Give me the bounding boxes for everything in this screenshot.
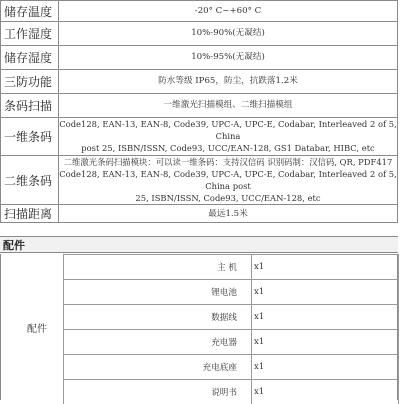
spec-value-line: post 25, ISBN/ISSN, Code93, UCC/EAN-128, GS1 Databar, HIBC, etc — [59, 142, 397, 154]
accessory-row — [64, 305, 399, 330]
spec-value: 最远1.5米 — [59, 205, 398, 223]
accessories-label: 配件 — [27, 320, 47, 335]
accessory-row — [64, 255, 399, 280]
spec-label: 条码扫描 — [1, 94, 59, 118]
accessory-qty: x1 — [252, 330, 399, 355]
accessory-qty: x1 — [252, 255, 399, 280]
accessory-name: 主 机 — [64, 255, 252, 280]
spec-row-storage-temp — [1, 1, 398, 22]
accessory-qty: x1 — [252, 280, 399, 305]
spec-value: 一维激光扫描模组、二维扫描模组 — [59, 94, 398, 118]
spec-row-scan-distance — [1, 205, 398, 223]
spec-label: 三防功能 — [1, 70, 59, 94]
accessory-qty: x1 — [252, 380, 399, 404]
spec-label: 储存湿度 — [1, 46, 59, 70]
spec-label: 工作湿度 — [1, 22, 59, 46]
accessory-name: 说明书 — [64, 380, 252, 404]
spec-value — [59, 118, 398, 156]
spec-row-2d-barcode — [1, 155, 398, 205]
spec-label: 二维条码 — [1, 155, 59, 205]
spec-value-line: 二维激光条码扫描模块：可以读一维条码：支持汉信码 识别码制：汉信码, QR, PDF417 — [59, 156, 397, 168]
accessory-qty: x1 — [252, 305, 399, 330]
spec-label: 一维条码 — [1, 118, 59, 156]
accessory-row — [64, 280, 399, 305]
spec-row-storage-humidity — [1, 46, 398, 70]
spec-label: 扫描距离 — [1, 205, 59, 223]
spec-label: 储存温度 — [1, 1, 59, 22]
spec-value: 10%-90%(无凝结) — [59, 22, 398, 46]
spec-value-line: Code128, EAN-13, EAN-8, Code39, UPC-A, UPC-E, Codabar, Interleaved 2 of 5, China — [59, 118, 397, 142]
spec-row-protection — [1, 70, 398, 94]
accessories-table — [63, 254, 399, 404]
accessory-name: 充电器 — [64, 330, 252, 355]
accessory-name: 充电底座 — [64, 355, 252, 380]
spec-value: -20° C~+60° C — [59, 1, 398, 22]
spec-row-barcode-scan — [1, 94, 398, 118]
accessory-qty: x1 — [252, 355, 399, 380]
accessory-row — [64, 330, 399, 355]
spec-row-work-humidity — [1, 22, 398, 46]
spec-value: 防水等级 IP65，防尘，抗跌落1.2米 — [59, 70, 398, 94]
accessory-name: 锂电池 — [64, 280, 252, 305]
spec-value — [59, 155, 398, 205]
spec-value-line: 25, ISBN/ISSN, Code93, UCC/EAN-128, etc — [59, 192, 397, 204]
accessory-row — [64, 355, 399, 380]
spec-value: 10%-95%(无凝结) — [59, 46, 398, 70]
accessory-row — [64, 380, 399, 404]
spec-value-line: Code128, EAN-13, EAN-8, Code39, UPC-A, UPC-E, Codabar, Interleaved 2 of 5, China post — [59, 168, 397, 192]
spec-row-1d-barcode — [1, 118, 398, 156]
accessory-name: 数据线 — [64, 305, 252, 330]
accessories-header: 配件 — [0, 236, 398, 253]
accessories-section — [0, 254, 398, 400]
